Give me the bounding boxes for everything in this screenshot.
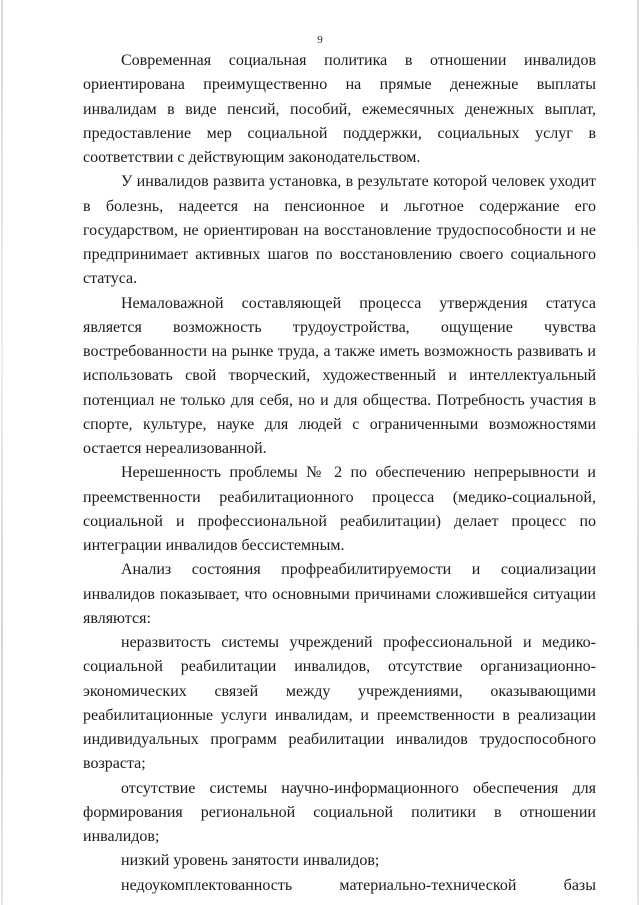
- list-item-scientific-support: отсутствие системы научно-информационного обеспечения для формирования региональной социальной политики в отношении инвалидов;: [83, 779, 596, 845]
- list-item-material-base: недоукомплектованность материально-технической базы: [121, 876, 596, 894]
- paragraph-problem-2: Нерешенность проблемы № 2 по обеспечению непрерывности и преемственности реабилитационного процесса (медико-социальной, социальной и профессиональной реабилитации) делает процесс по интеграции инвалидов бессистемным.: [83, 464, 596, 554]
- document-body: [83, 49, 596, 898]
- scan-edge-left: [1, 0, 3, 905]
- list-item-rehab-system: неразвитость системы учреждений профессиональной и медико-социальной реабилитации инвалидов, отсутствие организационно-экономических связей между учреждениями, оказывающими реабилитационные услуги инвалидам, и преемственности в реализации индивидуальных программ реабилитации инвалидов трудоспособного возраста;: [83, 634, 596, 773]
- scan-edge-right: [637, 0, 639, 905]
- list-item-low-employment: низкий уровень занятости инвалидов;: [121, 852, 380, 870]
- paragraph-employment-status: Немаловажной составляющей процесса утверждения статуса является возможность трудоустройства, ощущение чувства востребованности на рынке труда, а также иметь возможность развивать и использовать свой творческий, художественный и интеллектуальный потенциал не только для себя, но и для общества. Потребность участия в спорте, культуре, науке для людей с ограниченными возможностями остается нереализованной.: [83, 294, 596, 457]
- page-number: 9: [317, 34, 323, 46]
- paragraph-social-policy: Современная социальная политика в отношении инвалидов ориентирована преимущественно на прямые денежные выплаты инвалидам в виде пенсий, пособий, ежемесячных денежных выплат, предоставление мер социальной поддержки, социальных услуг в соответствии с действующим законодательством.: [83, 52, 596, 166]
- paragraph-analysis-intro: Анализ состояния профреабилитируемости и социализации инвалидов показывает, что основными причинами сложившейся ситуации являются:: [83, 561, 596, 627]
- paragraph-disability-attitude: У инвалидов развита установка, в результате которой человек уходит в болезнь, надеется на пенсионное и льготное содержание его государством, не ориентирован на восстановление трудоспособности и не предпринимает активных шагов по восстановлению своего социального статуса.: [83, 173, 596, 288]
